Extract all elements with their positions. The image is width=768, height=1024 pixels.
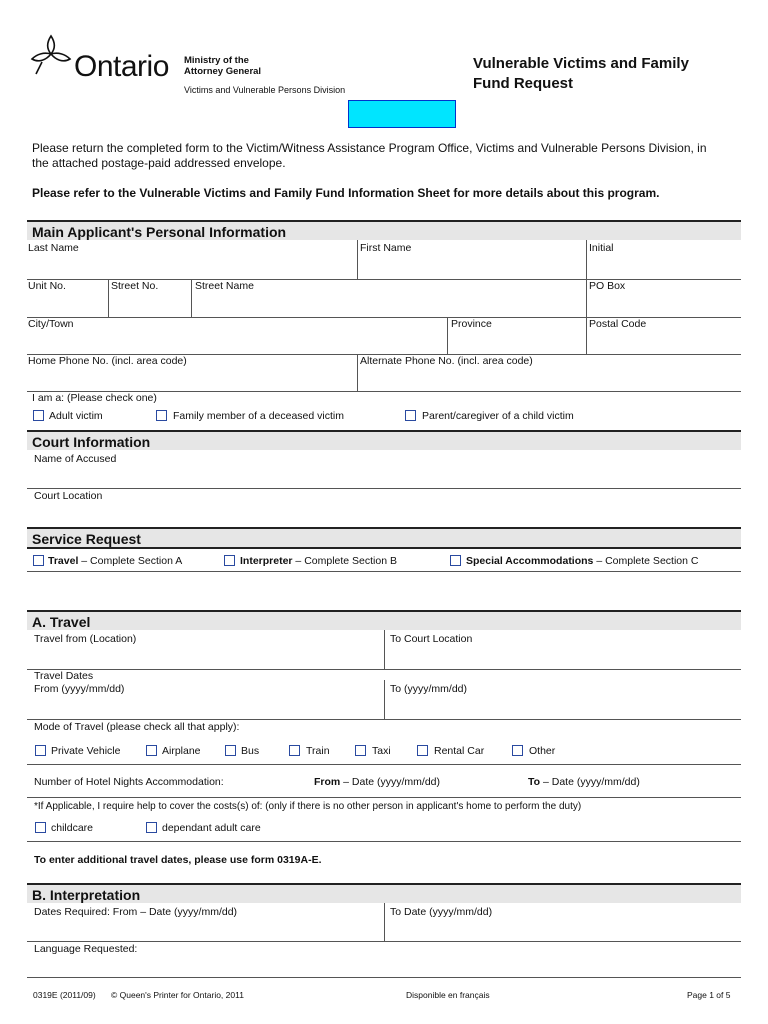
division-name: Victims and Vulnerable Persons Division [184,85,346,95]
intro-text [32,141,744,171]
travel-to-date-label: To (yyyy/mm/dd) [390,683,468,695]
interpreter-option-label: Interpreter – Complete Section B [240,555,397,567]
ministry-name [184,55,261,77]
special-accommodations-checkbox[interactable] [450,555,461,566]
language-label: Language Requested: [34,943,138,955]
street-no-field[interactable] [109,292,190,316]
parent-caregiver-checkbox[interactable] [405,410,416,421]
rental-car-checkbox[interactable] [417,745,428,756]
help-costs-label: *If Applicable, I require help to cover the costs(s) of: (only if there is no other person in applicant's home to perform the duty) [34,801,582,812]
accused-field[interactable] [27,465,741,487]
postal-code-field[interactable] [587,330,741,353]
train-checkbox[interactable] [289,745,300,756]
taxi-checkbox[interactable] [355,745,366,756]
ontario-logo-text: Ontario [74,50,169,83]
adult-care-label: dependant adult care [162,822,261,834]
hotel-from-date-label: From – Date (yyyy/mm/dd) [314,776,441,788]
hotel-nights-label: Number of Hotel Nights Accommodation: [34,776,224,788]
first-name-label: First Name [360,242,412,254]
form-number: 0319E (2011/09) [33,990,96,1000]
ministry-line2: Attorney General [184,66,262,77]
travel-option-label: Travel – Complete Section A [48,555,183,567]
unit-no-field[interactable] [27,292,107,316]
city-field[interactable] [27,330,446,353]
additional-dates-note: To enter additional travel dates, please use form 0319A-E. [34,854,322,866]
other-checkbox[interactable] [512,745,523,756]
applicant-section-heading: Main Applicant's Personal Information [27,220,741,240]
language-field[interactable] [27,955,741,975]
taxi-label: Taxi [372,745,391,757]
family-member-checkbox[interactable] [156,410,167,421]
mode-of-travel-label: Mode of Travel (please check all that apply): [34,721,240,733]
interp-from-date-label: Dates Required: From – Date (yyyy/mm/dd) [34,906,238,918]
service-section-heading: Service Request [27,527,741,547]
refer-text: Please refer to the Vulnerable Victims and Family Fund Information Sheet for more details about this program. [32,186,660,200]
last-name-field[interactable] [27,254,356,278]
airplane-label: Airplane [162,745,201,757]
alt-phone-field[interactable] [358,367,741,390]
to-court-label: To Court Location [390,633,473,645]
parent-caregiver-label: Parent/caregiver of a child victim [422,410,574,422]
ministry-line1: Ministry of the [184,55,249,66]
initial-label: Initial [589,242,614,254]
home-phone-field[interactable] [27,367,356,390]
bus-label: Bus [241,745,260,757]
private-vehicle-checkbox[interactable] [35,745,46,756]
street-no-label: Street No. [111,280,159,292]
po-box-label: PO Box [589,280,626,292]
court-section-heading: Court Information [27,430,741,450]
travel-dates-label: Travel Dates [34,670,94,682]
private-vehicle-label: Private Vehicle [51,745,121,757]
hotel-to-date-label: To – Date (yyyy/mm/dd) [528,776,640,788]
form-title [473,54,689,94]
city-label: City/Town [28,318,74,330]
court-location-label: Court Location [34,490,103,502]
court-location-field[interactable] [27,502,741,522]
to-court-field[interactable] [385,645,741,668]
first-name-field[interactable] [358,254,585,278]
intro-line1: Please return the completed form to the Victim/Witness Assistance Program Office, Victims and Vulnerable Persons Division, in [32,141,707,155]
other-label: Other [529,745,556,757]
form-title-line1: Vulnerable Victims and Family [473,55,689,72]
province-field[interactable] [448,330,585,353]
childcare-checkbox[interactable] [35,822,46,833]
french-available: Disponible en français [406,990,490,1000]
province-label: Province [451,318,492,330]
interpreter-checkbox[interactable] [224,555,235,566]
adult-victim-label: Adult victim [49,410,103,422]
special-accommodations-label: Special Accommodations – Complete Section C [466,555,699,567]
interp-to-date-field[interactable] [385,918,741,940]
street-name-field[interactable] [192,292,585,316]
adult-victim-checkbox[interactable] [33,410,44,421]
interp-to-date-label: To Date (yyyy/mm/dd) [390,906,493,918]
travel-from-label: Travel from (Location) [34,633,137,645]
page-number: Page 1 of 5 [687,990,731,1000]
intro-line2: the attached postage-paid addressed envelope. [32,156,286,170]
unit-no-label: Unit No. [28,280,66,292]
travel-from-date-label: From (yyyy/mm/dd) [34,683,125,695]
i-am-label: I am a: (Please check one) [32,392,157,404]
adult-care-checkbox[interactable] [146,822,157,833]
postal-code-label: Postal Code [589,318,647,330]
airplane-checkbox[interactable] [146,745,157,756]
travel-from-field[interactable] [27,645,383,668]
file-number-field[interactable] [348,100,456,128]
travel-from-date-field[interactable] [27,696,383,718]
street-name-label: Street Name [195,280,254,292]
travel-checkbox[interactable] [33,555,44,566]
travel-section-heading: A. Travel [27,610,741,630]
family-member-label: Family member of a deceased victim [173,410,344,422]
form-title-line2: Fund Request [473,75,573,92]
ontario-trillium-logo-icon [28,32,74,78]
alt-phone-label: Alternate Phone No. (incl. area code) [360,355,533,367]
home-phone-label: Home Phone No. (incl. area code) [28,355,187,367]
childcare-label: childcare [51,822,94,834]
travel-to-date-field[interactable] [385,696,741,718]
interpretation-section-heading: B. Interpretation [27,883,741,903]
last-name-label: Last Name [28,242,79,254]
bus-checkbox[interactable] [225,745,236,756]
interp-from-date-field[interactable] [27,918,383,940]
initial-field[interactable] [587,254,741,278]
copyright: © Queen's Printer for Ontario, 2011 [111,990,244,1000]
rental-car-label: Rental Car [434,745,485,757]
train-label: Train [306,745,330,757]
accused-label: Name of Accused [34,453,117,465]
po-box-field[interactable] [587,292,741,316]
